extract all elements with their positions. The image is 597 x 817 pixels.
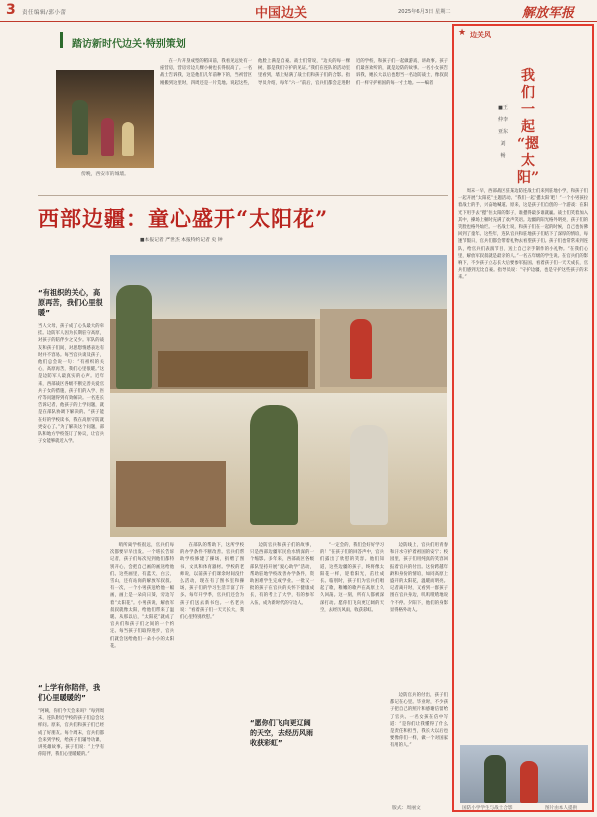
main-photo-teacher — [350, 319, 372, 379]
sidebar-photo-soldier — [484, 755, 506, 803]
col-e: 边防线上，官兵们用青春和汗水守护着祖国的安宁；校园里，孩子们用纯真的笑容回报着官兵的付出。这份跨越年龄和身份的情谊，如同高原上盛开的太阳花，温暖而明亮。记者离开时，又看到一群孩子围在官兵身边，叽叽喳喳地说个不停。夕阳下，他们的身影显得格外动人。 — [390, 543, 448, 613]
column-band-title: 踏访新时代边关·特别策划 — [72, 39, 186, 50]
sidebar-title-line-4: 太阳” — [516, 153, 540, 186]
main-photo-soldier-left — [116, 285, 152, 389]
col-d: “一定会的，我们会好好学习的！”在孩子们的回答声中，官兵们露出了欣慰的笑容。他们知道，这些边疆的孩子，终将像太阳花一样，迎着阳光，茁壮成长。临别时，孩子们为官兵们唱起了歌，稚嫩的歌声在高原上久久回荡。这一刻，所有人都被深深打动。愿你们飞向更辽阔的天空，去经历风雨，收获彩虹。 — [320, 543, 384, 613]
page-footer-credit: 版式：周丽文 — [392, 806, 421, 811]
editor-credit: 责任编辑/郭小蕾 — [22, 10, 67, 16]
sidebar-photo — [460, 745, 588, 803]
top-photo-child — [101, 118, 114, 156]
subhead-1: “有祖织的关心，高原再苦，我们心里很暖” — [38, 288, 103, 317]
top-text-block — [160, 58, 448, 190]
main-photo-panel-right — [320, 309, 447, 387]
left-column — [38, 288, 104, 808]
col-c-box — [250, 542, 314, 808]
byline: ■本报记者 严世杰 本报特约记者 史 钟 — [140, 238, 223, 243]
sidebar-body: 周末一早，西部战区驻某边防连战士们来到驻地小学，和孩子们一起开展“太阳花”主题活动。“我们一起‘摁太阳’吧！”一个小男孩拉着战士的手，兴奋地喊道。原来，这是孩子们自创的一个游戏：在阳光下用手去“摁”住太阳的影子，谁摁得最多谁就赢。战士们笑着加入其中，操场上顿时充满了欢声笑语。边疆的阳光格外明亮，孩子们的笑脸也格外灿烂。一名战士说，和孩子们在一起的时候，自己也仿佛回到了童年。这些年，连队官兵和驻地孩子们结下了深厚的情谊，每逢节假日，官兵们都会带着礼物去看望孩子们。孩子们也常常来到连队，给官兵们表演节目、送上自己亲手制作的小礼物。“在我们心里，解放军叔叔就是最亲的人。”一名五年级的学生说。在官兵们的影响下，不少孩子立志长大后要参军报国。看着孩子们一天天成长，官兵们感到无比自豪。指导员说：“守护边疆，也是守护这些孩子的未来。” — [458, 189, 588, 281]
main-photo-class-bottom-left — [116, 461, 226, 527]
subhead-2: “上学有你陪伴，我们心里暖暖的” — [38, 683, 101, 702]
sidebar-title — [515, 68, 541, 187]
sidebar-column-name: 边关风 — [470, 31, 491, 39]
newspaper-logo: 解放军报 — [522, 6, 575, 21]
issue-date: 2025年6月3日 星期二 — [398, 9, 451, 15]
left-text-1: 当人父母，孩子成了心头最大的牵挂。边防军人因为长期驻守高原，对孩子的陪伴少之又少。军队的战友和孩子们间，对思想情感表达有时并不容易。每当官兵谈及孩子，他们总会说一句：“有祖织的关心，高原再苦，我们心里很暖。”这是边防军人最真实的心声。近年来，西部战区各级不断完善关爱官兵子女的措施，孩子们的入学、医疗等问题得到有效解决。一名连长告诉记者，他孩子的上学问题，就是在部队协调下解决的。“孩子能在好的学校读书，我在高原守防就更安心了。”为了解决这个问题，部队和地方学校签订了协议，让官兵子女能够就近入学。 — [38, 324, 104, 445]
sidebar-title-line-2: 一起 — [521, 102, 535, 135]
top-photo — [56, 70, 154, 168]
subhead-3: “愿你们飞向更辽阔的天空，去经历风雨收获彩虹” — [250, 719, 313, 747]
main-headline: 西部边疆：童心盛开“太阳花” — [38, 206, 329, 231]
main-photo-desk-row — [158, 351, 308, 387]
sidebar-photo-credit: 图片由本人提供 — [545, 806, 578, 811]
sidebar-title-line-1: 我们 — [521, 68, 535, 101]
section-title: 中国边关 — [255, 6, 308, 21]
top-photo-caption: 傍晚，西安市的城墙。 — [81, 172, 129, 177]
top-photo-child-2 — [122, 122, 134, 156]
col-b: 在部队的帮助下，这所学校的办学条件不断改善。官兵们帮助学校修建了操场，捐赠了图书、文具和体育器材。学校的老师说，以前孩子们课余时间没什么活动，现在有了图书室和操场，孩子们的学习生活丰富了许多。每年开学季，官兵们还会为孩子们送去新书包。一名老兵说：“看着孩子们一天天长大，我们心里特别欣慰。” — [180, 543, 244, 621]
col-a: 哨所离学校很远，官兵们每次都要早早出发。一个班长告诉记者，孩子们每次见到他们都特别开心，会把自己画的画送给他们。这些画里，有蓝天、白云、雪山，还有站岗的解放军叔叔。有一次，一个小男孩送给他一幅画，画上是一朵向日葵，旁边写着“太阳花”。小男孩说，解放军叔叔就像太阳，给他们带来了温暖。从那以后，“太阳花”就成了官兵们和孩子们之间的一个约定。每当孩子们取得进步，官兵们就会送给他们一朵小小的太阳花。 — [110, 543, 174, 649]
main-photo-girl — [350, 425, 388, 525]
col-c: 边防官兵和孩子们的故事，只是西部边疆军民鱼水情深的一个缩影。多年来，西部战区各级部队坚持开展“爱心助学”活动，帮助驻地学校改善办学条件，资助困难学生完成学业。一批又一批的孩子在官兵的关怀下健康成长，有的考上了大学，有的参军入伍，成为新时代的守边人。 — [250, 543, 314, 606]
page-number: 3 — [6, 2, 16, 18]
sidebar-photo-caption: 国防小学学生与战士合影 — [462, 806, 513, 811]
sidebar-author: ■王仲李亚东刘 畅 — [498, 105, 509, 159]
col-e-box — [390, 542, 448, 808]
sidebar-title-line-3: “摁 — [516, 136, 540, 152]
top-text: 在一片开垦成型的稻田前，我看见远处有一座营房，营房旁边几棵小树也长得很高了。一名战士告诉我，这是他们几年前种下的，当初营区刚搬到这里时，四周还是一片荒地。说起这些，他脸上满是自豪。战士们常说，“边关的每一棵树，都是我们守护的见证。”我们在连队的活动室里看到，墙上贴满了战士们和孩子们的合影。指导员介绍，每年“六一”前后，官兵们都会走进附近的学校，和孩子们一起做游戏、讲故事。孩子们最喜欢听的，就是边防的故事。一名小女孩告诉我，她长大以后也想当一名边防战士，像叔叔们一样守护祖国的每一寸土地。——编者 — [160, 59, 448, 86]
sidebar-photo-student — [520, 761, 538, 803]
star-icon: ★ — [458, 28, 467, 38]
left-text-2: “阿姨，你们今天会来吗？”每到周末，连队附近学校的孩子们总会这样问。原来，官兵们和孩子们已经成了好朋友。每个周末，官兵们都会来到学校，给孩子们辅导功课、讲英雄故事。孩子们说：“上学有你陪伴，我们心里暖暖的。” — [38, 709, 104, 758]
top-photo-soldier — [72, 100, 88, 155]
main-photo — [110, 255, 447, 537]
main-photo-soldier-center — [250, 405, 298, 525]
col-f: 边防官兵的付出，孩子们都记在心里。毕业时，不少孩子把自己的照片和感谢信留给了官兵。一名女孩在信中写道：“是你们让我懂得了什么是责任和担当，我长大以后也要像你们一样，做一个对国家有用的人。” — [390, 693, 448, 749]
section-divider — [38, 195, 448, 196]
